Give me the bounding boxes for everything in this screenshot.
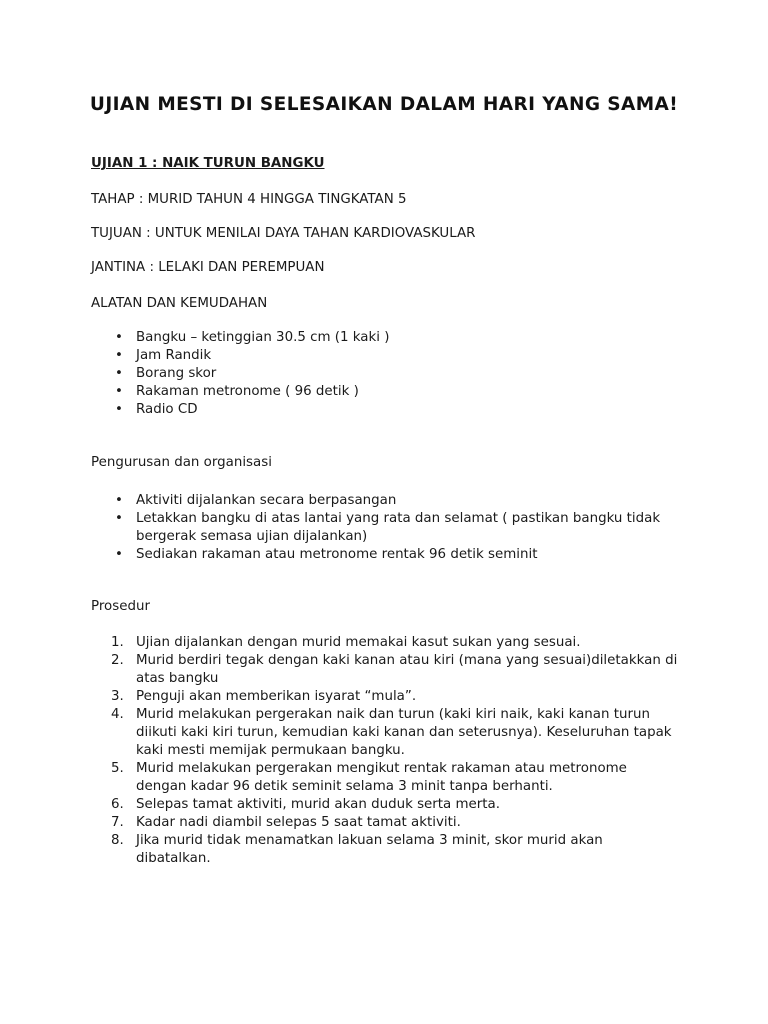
test-heading: UJIAN 1 : NAIK TURUN BANGKU — [91, 156, 325, 171]
list-item-text: Borang skor — [136, 366, 217, 381]
list-item-text: Jika murid tidak menamatkan lakuan selama 3 minit, skor murid akan dibatalkan. — [136, 833, 603, 866]
list-item — [91, 688, 681, 706]
bullet-icon: • — [115, 330, 123, 345]
document-body — [91, 155, 691, 868]
bullet-icon: • — [115, 402, 123, 417]
list-item — [91, 706, 681, 760]
list-item — [91, 383, 691, 401]
list-item — [91, 347, 691, 365]
list-item — [91, 814, 681, 832]
list-item-text: Selepas tamat aktiviti, murid akan duduk serta merta. — [136, 797, 501, 812]
alatan-heading: ALATAN DAN KEMUDAHAN — [91, 296, 268, 311]
list-item-text: Letakkan bangku di atas lantai yang rata dan selamat ( pastikan bangku tidak bergerak semasa ujian dijalankan) — [136, 511, 661, 544]
step-number: 8. — [111, 833, 124, 848]
list-item — [91, 796, 681, 814]
list-item-text: Murid melakukan pergerakan naik dan turun (kaki kiri naik, kaki kanan turun diikuti kaki kiri turun, kemudian kaki kanan dan seterusnya). Keseluruhan tapak kaki mesti memijak permukaan bangku. — [136, 707, 672, 758]
list-item — [91, 329, 691, 347]
step-number: 7. — [111, 815, 124, 830]
bullet-icon: • — [115, 511, 123, 526]
alatan-list — [91, 329, 691, 419]
list-item-text: Kadar nadi diambil selepas 5 saat tamat aktiviti. — [136, 815, 461, 830]
list-item — [91, 546, 691, 564]
list-item — [91, 832, 681, 868]
prosedur-list — [91, 634, 691, 868]
step-number: 6. — [111, 797, 124, 812]
document-title: UJIAN MESTI DI SELESAIKAN DALAM HARI YANG SAMA! — [89, 94, 679, 115]
list-item — [91, 652, 681, 688]
list-item-text: Rakaman metronome ( 96 detik ) — [136, 384, 359, 399]
list-item-text: Aktiviti dijalankan secara berpasangan — [136, 493, 397, 508]
bullet-icon: • — [115, 366, 123, 381]
step-number: 1. — [111, 635, 124, 650]
bullet-icon: • — [115, 384, 123, 399]
list-item-text: Bangku – ketinggian 30.5 cm (1 kaki ) — [136, 330, 390, 345]
list-item-text: Sediakan rakaman atau metronome rentak 96 detik seminit — [136, 547, 538, 562]
step-number: 4. — [111, 707, 124, 722]
step-number: 2. — [111, 653, 124, 668]
list-item-text: Ujian dijalankan dengan murid memakai kasut sukan yang sesuai. — [136, 635, 581, 650]
list-item — [91, 492, 691, 510]
bullet-icon: • — [115, 493, 123, 508]
list-item — [91, 634, 681, 652]
list-item-text: Murid berdiri tegak dengan kaki kanan atau kiri (mana yang sesuai)diletakkan di atas bangku — [136, 653, 678, 686]
list-item — [91, 760, 681, 796]
tujuan-line: TUJUAN : UNTUK MENILAI DAYA TAHAN KARDIOVASKULAR — [91, 226, 476, 241]
list-item-text: Jam Randik — [136, 348, 212, 363]
tahap-line: TAHAP : MURID TAHUN 4 HINGGA TINGKATAN 5 — [91, 192, 407, 207]
prosedur-heading: Prosedur — [91, 599, 150, 614]
pengurusan-list — [91, 492, 691, 564]
bullet-icon: • — [115, 348, 123, 363]
list-item-text: Radio CD — [136, 402, 198, 417]
step-number: 5. — [111, 761, 124, 776]
list-item — [91, 365, 691, 383]
list-item — [91, 510, 681, 546]
list-item — [91, 401, 691, 419]
list-item-text: Penguji akan memberikan isyarat “mula”. — [136, 689, 417, 704]
list-item-text: Murid melakukan pergerakan mengikut rentak rakaman atau metronome dengan kadar 96 detik seminit selama 3 minit tanpa berhanti. — [136, 761, 627, 794]
bullet-icon: • — [115, 547, 123, 562]
jantina-line: JANTINA : LELAKI DAN PEREMPUAN — [91, 260, 325, 275]
step-number: 3. — [111, 689, 124, 704]
pengurusan-heading: Pengurusan dan organisasi — [91, 455, 272, 470]
